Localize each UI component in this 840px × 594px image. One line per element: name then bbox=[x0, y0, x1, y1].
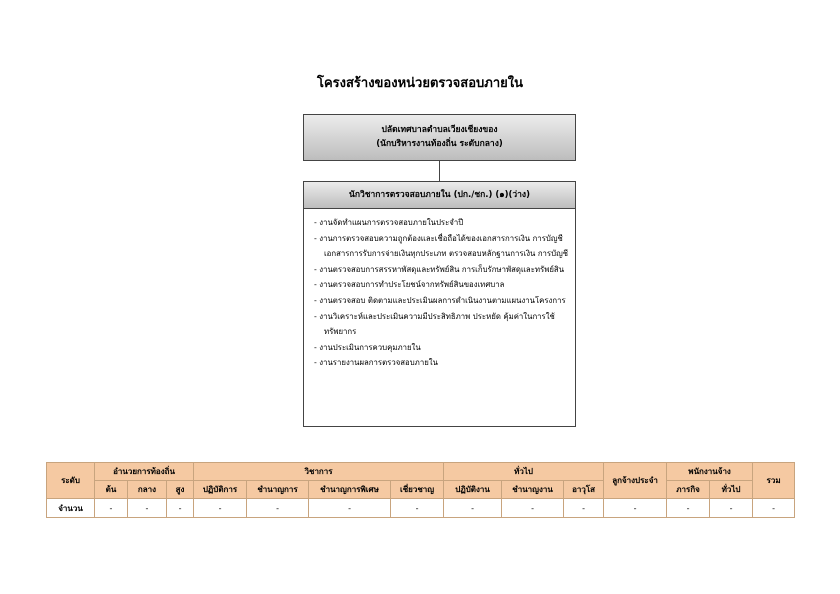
permanent-employee-header: ลูกจ้างประจำ bbox=[604, 463, 667, 499]
sub-header: เชี่ยวชาญ bbox=[391, 481, 444, 499]
sub-header: ต้น bbox=[95, 481, 128, 499]
sub-header: ปฏิบัติการ bbox=[194, 481, 247, 499]
table-cell: - bbox=[710, 499, 753, 518]
sub-header: ภารกิจ bbox=[667, 481, 710, 499]
duty-item: - งานประเมินการควบคุมภายใน bbox=[314, 340, 569, 356]
org-connector-line bbox=[439, 161, 440, 181]
table-cell: - bbox=[444, 499, 502, 518]
table-cell: - bbox=[167, 499, 194, 518]
table-cell: - bbox=[128, 499, 167, 518]
municipal-clerk-title: ปลัดเทศบาลตำบลเวียงเชียงของ bbox=[381, 125, 498, 135]
table-cell: - bbox=[502, 499, 564, 518]
academic-header: วิชาการ bbox=[194, 463, 444, 481]
duty-item: - งานตรวจสอบ ติดตามและประเมินผลการดำเนินงานตามแผนงานโครงการ bbox=[314, 293, 569, 309]
sub-header: ทั่วไป bbox=[710, 481, 753, 499]
table-cell: - bbox=[604, 499, 667, 518]
table-cell: - bbox=[391, 499, 444, 518]
contract-employee-header: พนักงานจ้าง bbox=[667, 463, 753, 481]
table-cell: - bbox=[309, 499, 391, 518]
sub-header: กลาง bbox=[128, 481, 167, 499]
duty-item: - งานรายงานผลการตรวจสอบภายใน bbox=[314, 355, 569, 371]
total-header: รวม bbox=[753, 463, 795, 499]
duty-list bbox=[304, 209, 575, 371]
sub-header: ชำนาญงาน bbox=[502, 481, 564, 499]
staffing-table bbox=[46, 462, 795, 518]
sub-header: ปฏิบัติงาน bbox=[444, 481, 502, 499]
internal-auditor-heading: นักวิชาการตรวจสอบภายใน (ปก./ชก.) (๑)(ว่าง) bbox=[304, 182, 575, 209]
duty-item: - งานการตรวจสอบความถูกต้องและเชื่อถือได้ของเอกสารการเงิน การบัญชี เอกสารการรับการจ่ายเงินทุกประเภท ตรวจสอบหลักฐานการเงิน การบัญชี bbox=[314, 231, 569, 262]
internal-auditor-box bbox=[303, 181, 576, 427]
duty-item: - งานตรวจสอบการทำประโยชน์จากทรัพย์สินของเทศบาล bbox=[314, 277, 569, 293]
table-cell: - bbox=[194, 499, 247, 518]
duty-item: - งานวิเคราะห์และประเมินความมีประสิทธิภาพ ประหยัด คุ้มค่าในการใช้ทรัพยากร bbox=[314, 309, 569, 340]
sub-header: ชำนาญการพิเศษ bbox=[309, 481, 391, 499]
sub-header: อาวุโส bbox=[564, 481, 604, 499]
sub-header: สูง bbox=[167, 481, 194, 499]
duty-item: - งานตรวจสอบการสรรหาพัสดุและทรัพย์สิน การเก็บรักษาพัสดุและทรัพย์สิน bbox=[314, 262, 569, 278]
row-label: จำนวน bbox=[47, 499, 95, 518]
municipal-clerk-box bbox=[303, 114, 576, 161]
table-cell: - bbox=[247, 499, 309, 518]
table-cell: - bbox=[564, 499, 604, 518]
level-header: ระดับ bbox=[47, 463, 95, 499]
page-title: โครงสร้างของหน่วยตรวจสอบภายใน bbox=[316, 76, 524, 91]
table-cell: - bbox=[753, 499, 795, 518]
table-cell: - bbox=[95, 499, 128, 518]
municipal-clerk-level: (นักบริหารงานท้องถิ่น ระดับกลาง) bbox=[376, 139, 503, 149]
table-cell: - bbox=[667, 499, 710, 518]
sub-header: ชำนาญการ bbox=[247, 481, 309, 499]
local-admin-header: อำนวยการท้องถิ่น bbox=[95, 463, 194, 481]
duty-item: - งานจัดทำแผนการตรวจสอบภายในประจำปี bbox=[314, 215, 569, 231]
general-header: ทั่วไป bbox=[444, 463, 604, 481]
table-row bbox=[47, 499, 795, 518]
